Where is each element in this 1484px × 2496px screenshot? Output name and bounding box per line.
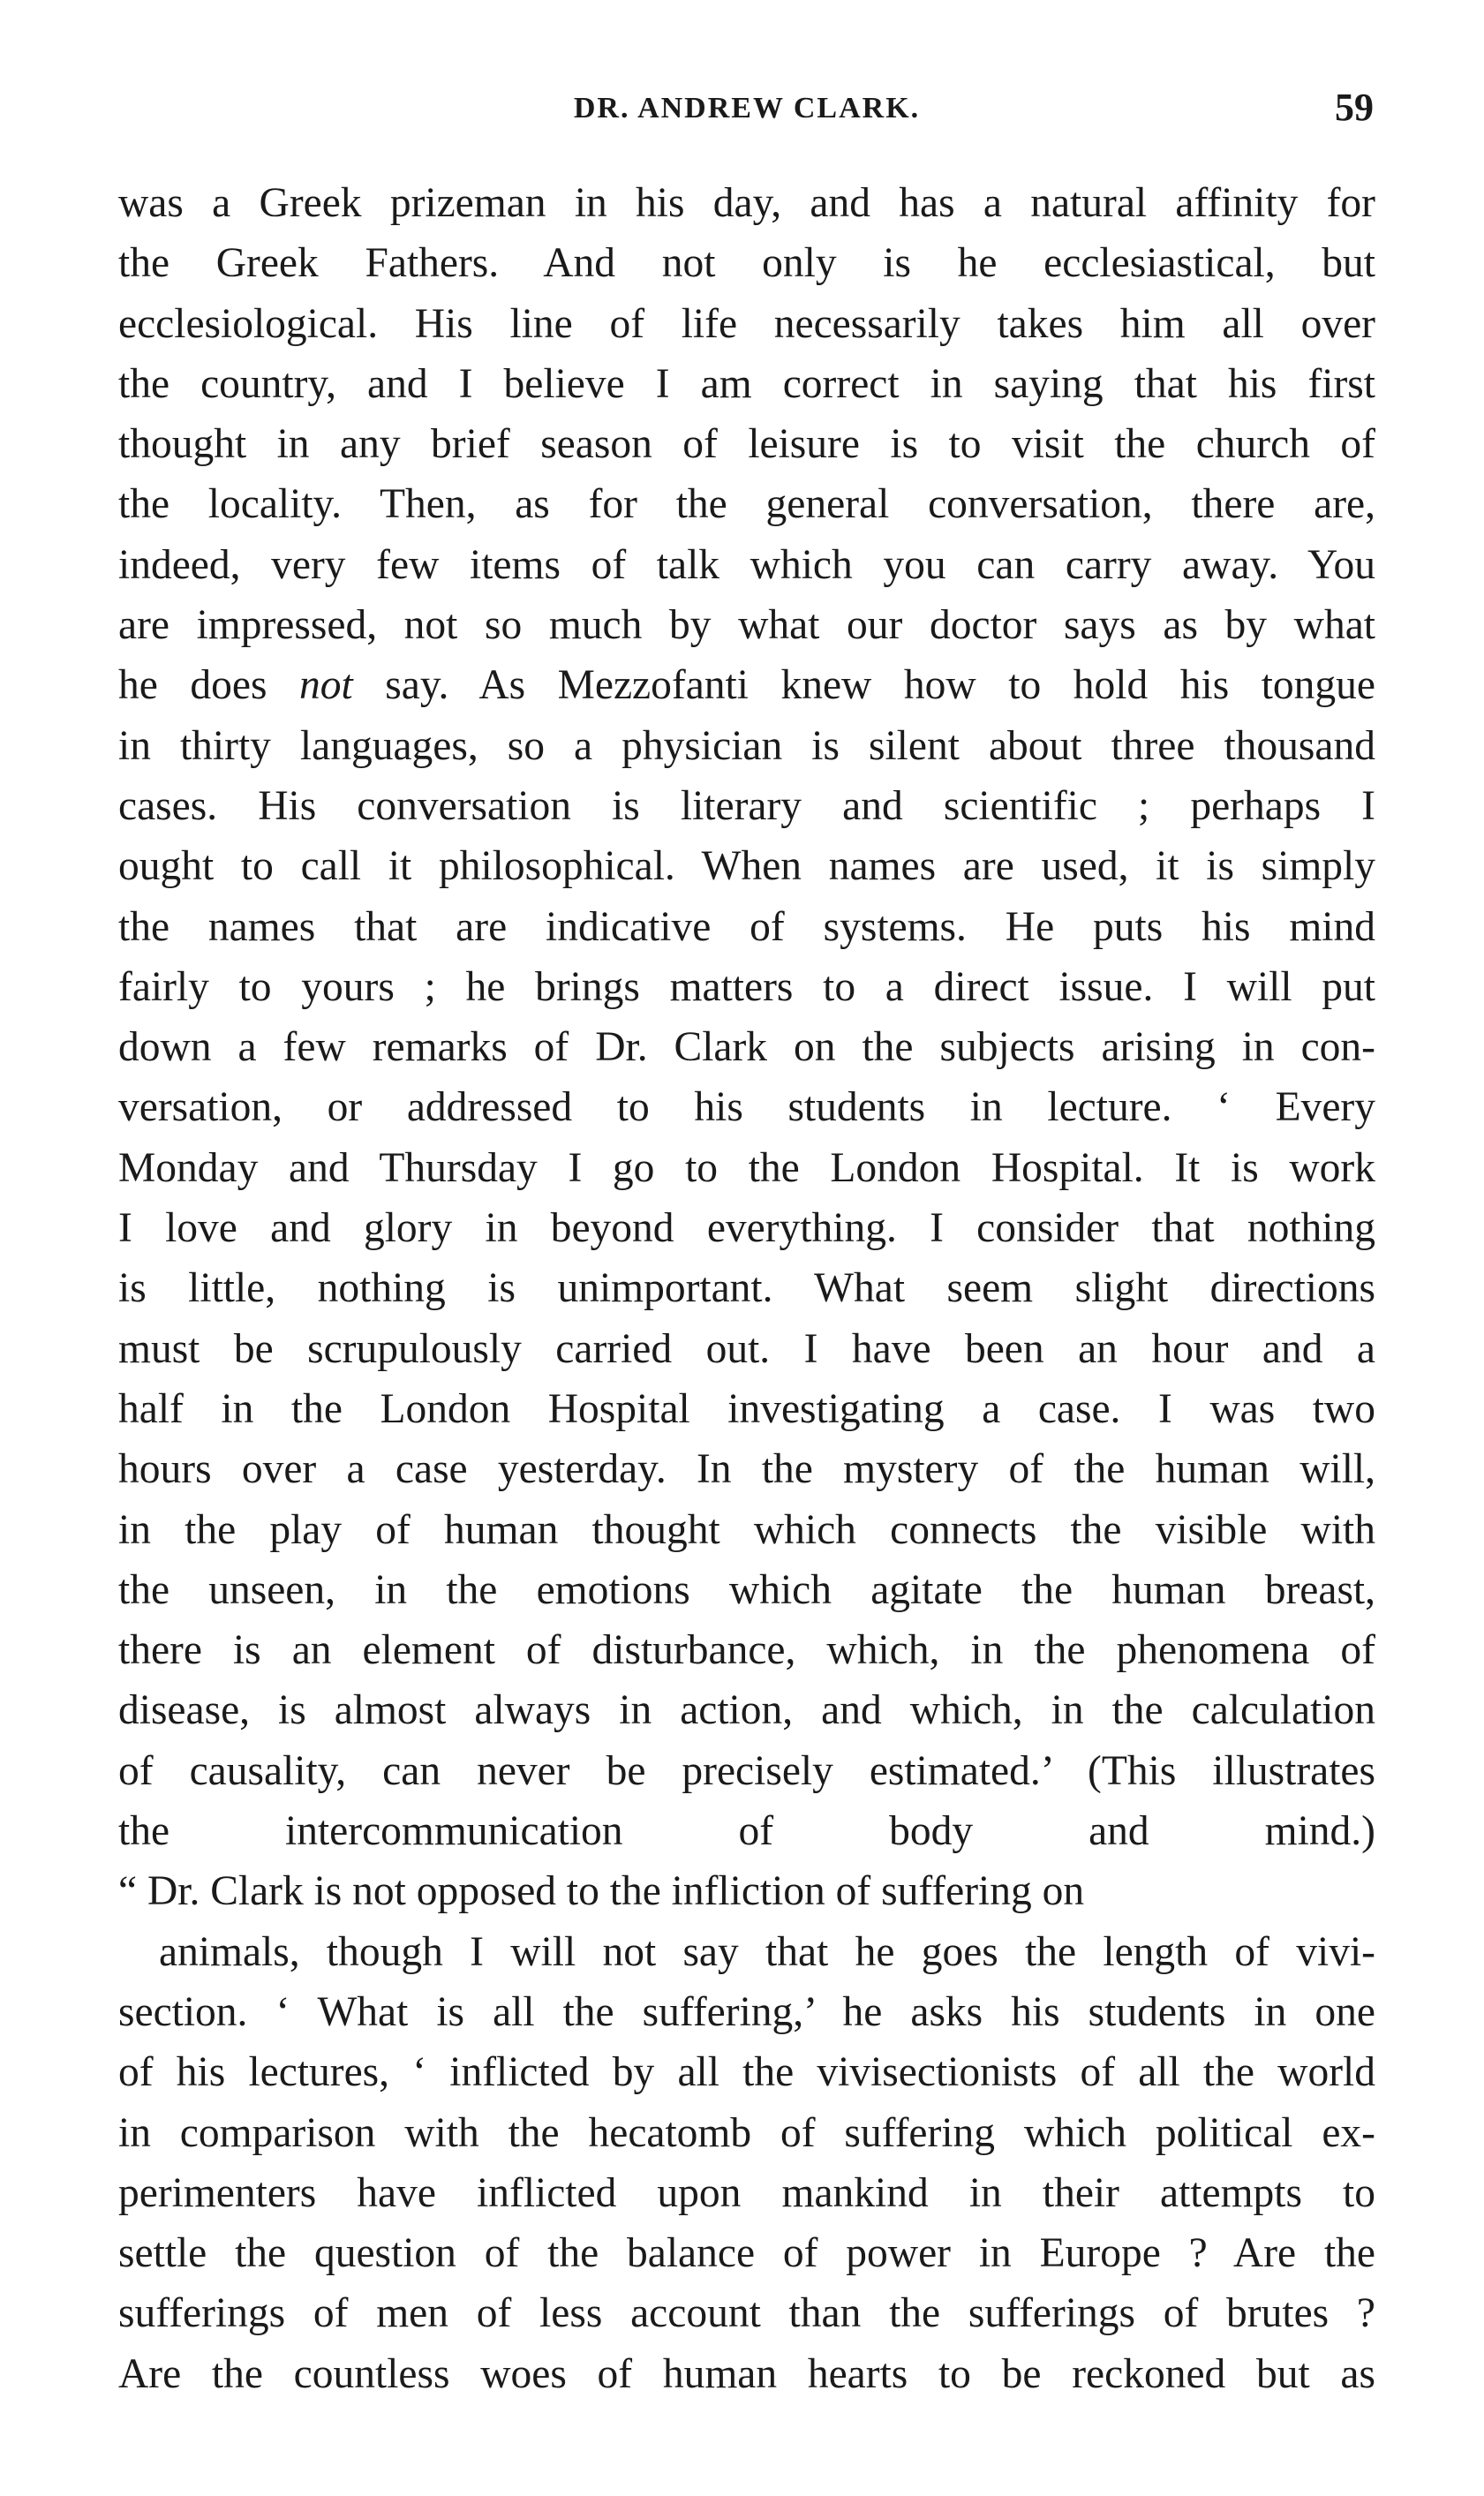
- running-title: DR. ANDREW CLARK.: [573, 92, 921, 124]
- text-line: [118, 2404, 1375, 2464]
- italic-word: not: [299, 662, 353, 709]
- text-line: sufferings of men of less account than the sufferings of brutes ?: [118, 2290, 1375, 2337]
- text-segment: say. As Mezzofanti knew how to hold his tongue: [385, 662, 1376, 709]
- text-line: Are the countless woes of human hearts to be reckoned but as: [118, 2350, 1375, 2397]
- text-line: indeed, very few items of talk which you can carry away. You: [118, 541, 1375, 588]
- text-line: versation, or addressed to his students in lecture. ‘ Every: [118, 1084, 1375, 1131]
- text-line: the Greek Fathers. And not only is he ecclesiastical, but: [118, 240, 1375, 287]
- text-line: the country, and I believe I am correct in saying that his first: [118, 360, 1375, 407]
- text-line: the intercommunication of body and mind.): [118, 1808, 1375, 1855]
- text-line: settle the question of the balance of power in Europe ? Are the: [118, 2230, 1375, 2277]
- text-line: thought in any brief season of leisure is to visit the church of: [118, 421, 1375, 468]
- running-head: [120, 85, 1374, 138]
- text-line: in thirty languages, so a physician is silent about three thousand: [118, 722, 1375, 769]
- text-line: disease, is almost always in action, and which, in the calculation: [118, 1687, 1375, 1734]
- text-line: in the play of human thought which connects the visible with: [118, 1506, 1375, 1553]
- text-line: are impressed, not so much by what our doctor says as by what: [118, 602, 1375, 649]
- text-line: the names that are indicative of systems. He puts his mind: [118, 903, 1375, 950]
- text-line: in comparison with the hecatomb of suffering which political ex-: [118, 2109, 1375, 2156]
- text-line: perimenters have inflicted upon mankind in their attempts to: [118, 2169, 1375, 2216]
- text-line: half in the London Hospital investigating a case. I was two: [118, 1385, 1375, 1432]
- text-line: must be scrupulously carried out. I have been an hour and a: [118, 1325, 1375, 1372]
- text-line: hours over a case yesterday. In the mystery of the human will,: [118, 1446, 1375, 1493]
- text-line: the locality. Then, as for the general conversation, there are,: [118, 481, 1375, 528]
- text-line: section. ‘ What is all the suffering,’ he asks his students in one: [118, 1988, 1375, 2035]
- text-line: Monday and Thursday I go to the London Hospital. It is work: [118, 1144, 1375, 1191]
- text-line: was a Greek prizeman in his day, and has a natural affinity for: [118, 180, 1375, 226]
- text-line: the unseen, in the emotions which agitate the human breast,: [118, 1566, 1375, 1613]
- text-line: I love and glory in beyond everything. I consider that nothing: [118, 1205, 1375, 1252]
- text-line: there is an element of disturbance, which, in the phenomena of: [118, 1627, 1375, 1674]
- text-line: [118, 655, 1375, 715]
- page-number: 59: [1335, 86, 1374, 129]
- text-line: cases. His conversation is literary and scientific ; perhaps I: [118, 782, 1375, 829]
- text-line: is little, nothing is unimportant. What seem slight directions: [118, 1265, 1375, 1312]
- text-line: ecclesiological. His line of life necessarily takes him all over: [118, 300, 1375, 347]
- text-line: animals, though I will not say that he goes the length of vivi-: [159, 1928, 1375, 1975]
- text-line: of causality, can never be precisely estimated.’ (This illustrates: [118, 1747, 1375, 1794]
- text-line: of his lectures, ‘ inflicted by all the vivisectionists of all the world: [118, 2049, 1375, 2096]
- text-line: down a few remarks of Dr. Clark on the subjects arising in con-: [118, 1024, 1375, 1071]
- body-text: [118, 173, 1375, 2464]
- text-line: “ Dr. Clark is not opposed to the infliction of suffering on: [118, 1868, 1085, 1915]
- text-segment: he does: [118, 662, 267, 709]
- text-line: ought to call it philosophical. When names are used, it is simply: [118, 843, 1375, 890]
- text-line: fairly to yours ; he brings matters to a direct issue. I will put: [118, 963, 1375, 1010]
